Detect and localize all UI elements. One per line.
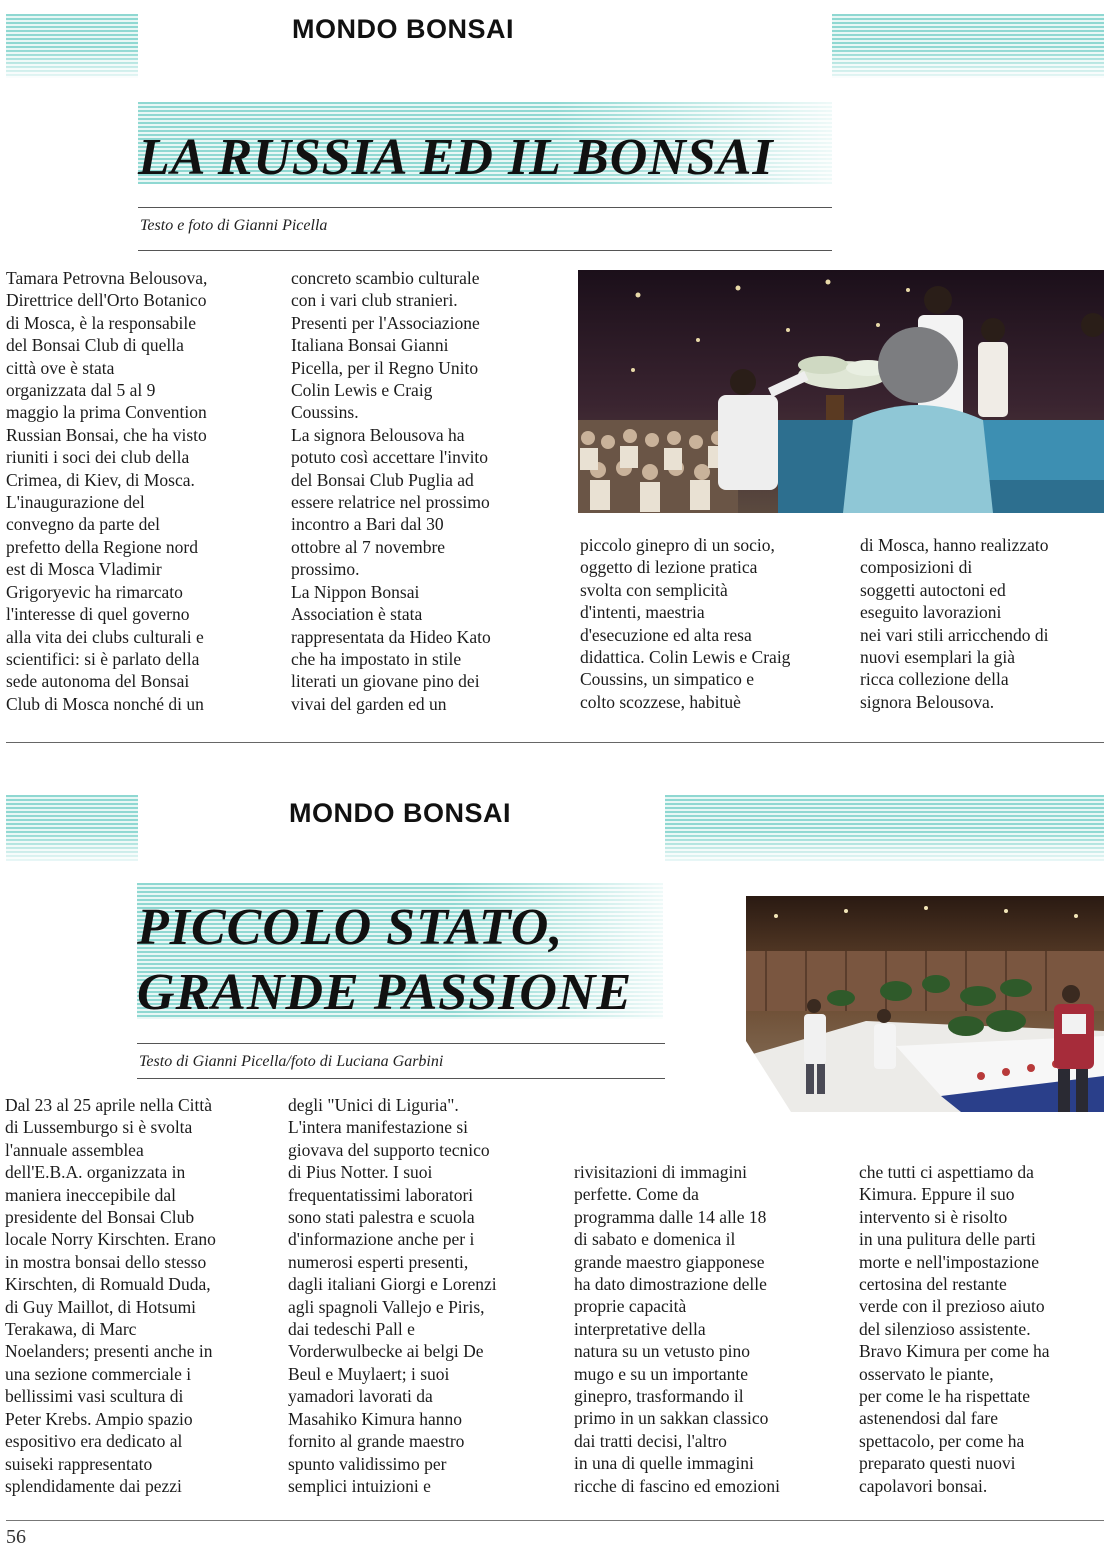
article-separator xyxy=(6,742,1104,743)
decorative-band-mid-right xyxy=(665,795,1104,861)
article-title-line-2: GRANDE PASSIONE xyxy=(137,964,633,1021)
footer-rule xyxy=(6,1520,1104,1521)
credit-rule xyxy=(137,1078,665,1079)
title-rule xyxy=(137,1043,665,1044)
article-column-2: concreto scambio culturale con i vari club stranieri. Presenti per l'Associazione Italiana Bonsai Gianni Picella, per il Regno Unito Colin Lewis e Craig Coussins. La signora Belousova ha potuto così accettare l'invito del Bonsai Club Puglia ad essere relatrice nel prossimo incontro a Bari dal 30 ottobre al 7 novembre prossimo. La Nippon Bonsai Association è stata rappresentata da Hideo Kato che ha impostato in stile literati un giovane pino dei vivai del garden ed un xyxy=(291,268,491,714)
page-number: 56 xyxy=(6,1526,26,1548)
article-column-1: Tamara Petrovna Belousova, Direttrice dell'Orto Botanico di Mosca, è la responsabile del Bonsai Club di quella città ove è stata organizzata dal 5 al 9 maggio la prima Convention Russian Bonsai, che ha visto riuniti i soci dei club della Crimea, di Kiev, di Mosca. L'inaugurazione del convegno da parte del prefetto della Regione nord est di Mosca Vladimir Grigoryevic ha rimarcato l'interesse di quel governo alla vita dei clubs culturali e scientifici: si è parlato della sede autonoma del Bonsai Club di Mosca nonché di un xyxy=(6,268,208,714)
article-credit: Testo di Gianni Picella/foto di Luciana Garbini xyxy=(139,1053,444,1070)
section-label: MONDO BONSAI xyxy=(289,798,511,828)
decorative-band-mid-left xyxy=(6,795,138,861)
article-column-1: Dal 23 al 25 aprile nella Città di Lussemburgo si è svolta l'annuale assemblea dell'E.B.A. organizzata in maniera ineccepibile dal presidente del Bonsai Club locale Norry Kirschten. Erano in mostra bonsai dello stesso Kirschten, di Romuald Duda, di Guy Maillot, di Hotsumi Terakawa, di Marc Noelanders; presenti anche in una sezione commerciale i bellissimi vasi scultura di Peter Krebs. Ampio spazio espositivo era dedicato al suiseki rappresentato splendidamente dai pezzi xyxy=(5,1095,216,1496)
article-title-line-1: PICCOLO STATO, xyxy=(137,899,564,956)
decorative-band-top-left xyxy=(6,14,138,78)
article-column-2: degli "Unici di Liguria". L'intera manifestazione si giovava del supporto tecnico di Pius Notter. I suoi frequentatissimi laboratori sono stati palestra e scuola d'informazione anche per i numerosi esperti presenti, dagli italiani Giorgi e Lorenzi agli spagnoli Vallejo e Piris, dai tedeschi Pall e Vorderwulbecke ai belgi De Beul e Muylaert; i suoi yamadori lavorati da Masahiko Kimura hanno fornito al grande maestro spunto validissimo per semplici intuizioni e xyxy=(288,1095,497,1496)
article-column-3: piccolo ginepro di un socio, oggetto di lezione pratica svolta con semplicità d'intenti, maestria d'esecuzione ed alta resa didattica. Colin Lewis e Craig Coussins, un simpatico e colto scozzese, habituè xyxy=(580,535,791,712)
section-label: MONDO BONSAI xyxy=(292,14,514,44)
article-column-3: rivisitazioni di immagini perfette. Come da programma dalle 14 alle 18 di sabato e domenica il grande maestro giapponese ha dato dimostrazione delle proprie capacità interpretative della natura su un vetusto pino mugo e su un importante ginepro, trasformando il primo in un sakkan classico dai tratti decisi, l'altro in una di quelle immagini ricche di fascino ed emozioni xyxy=(574,1162,781,1496)
article-column-4: che tutti ci aspettiamo da Kimura. Eppure il suo intervento si è risolto in una pulitura delle parti morte e nell'impostazione certosina del restante verde con il prezioso aiuto del silenzioso assistente. Bravo Kimura per come ha osservato le piante, per come le ha rispettate astenendosi dal fare spettacolo, per come ha preparato questi nuovi capolavori bonsai. xyxy=(859,1162,1050,1496)
credit-rule xyxy=(138,250,832,251)
article-column-4: di Mosca, hanno realizzato composizioni di soggetti autoctoni ed eseguito lavorazioni nei vari stili arricchendo di nuovi esemplari la già ricca collezione della signora Belousova. xyxy=(860,535,1049,712)
bonsai-demonstration-photo xyxy=(578,270,1104,513)
article-credit: Testo e foto di Gianni Picella xyxy=(140,217,328,234)
bonsai-exhibition-photo xyxy=(746,896,1104,1112)
article-title: LA RUSSIA ED IL BONSAI xyxy=(138,129,774,186)
title-rule xyxy=(138,207,832,208)
decorative-band-top-right xyxy=(832,14,1104,78)
